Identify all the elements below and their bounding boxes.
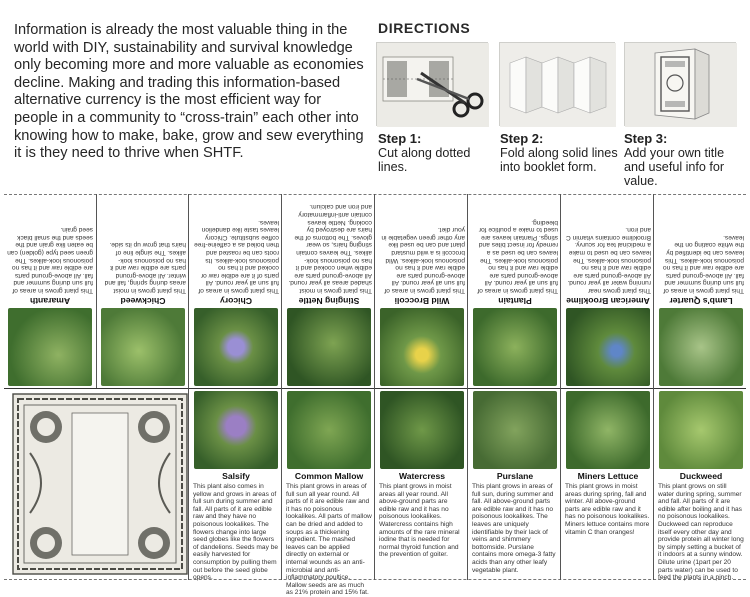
plant-description: This plant grows near running water all year round. All above-ground parts are edible raw and it has no poisonous look-alikes. The leaves can be used to make a medicinal tea for scurvy. Brooklime contains vitamin C and iron. xyxy=(565,226,651,294)
plant-name: Miners Lettuce xyxy=(577,471,639,481)
plant-photo xyxy=(473,308,557,386)
step-3-instruction: Add your own title and useful info for value. xyxy=(624,146,725,188)
plant-photo xyxy=(8,308,92,386)
fold-line-middle xyxy=(4,388,746,389)
plant-description: This plant grows in areas of full sun all year round. All parts of it are edible raw or cooked and it has no poisonous look-alikes. Its roots can be roasted and then boiled as a caffeine-free coffee substitute. Chicory leaves taste like dandelion leaves. xyxy=(194,218,279,294)
plant-photo xyxy=(101,308,185,386)
plant-card-miners-lettuce xyxy=(562,391,654,577)
directions-heading: DIRECTIONS xyxy=(378,20,471,36)
step-1-text xyxy=(378,132,498,174)
step-3-text xyxy=(624,132,744,188)
plant-name: Chicory xyxy=(220,296,252,306)
plant-name: Wild Broccoli xyxy=(394,296,450,306)
plant-name: Plantain xyxy=(498,296,532,306)
step-2-instruction: Fold along solid lines into booklet form. xyxy=(500,146,618,174)
plant-card-amaranth xyxy=(4,196,96,386)
plant-description: This plant grows in areas of full sun all year round. All above-ground parts are edible raw and it has no poisonous look-alikes. The leaves can be used as a remedy for insect bites and stings. Plantain leaves are used to make a poultice for bleeding. xyxy=(477,218,558,294)
plant-name: Stinging Nettle xyxy=(298,296,360,306)
plant-card-wild-broccoli xyxy=(376,196,468,386)
plant-description: This plant grows in moist areas during spring, fall and winter. All above-ground parts are edible raw and it has no poisonous look-alikes. The single line of hairs that grow up its side. xyxy=(104,241,186,294)
currency-bill-artwork xyxy=(12,393,188,575)
plant-name: Lamb's Quarter xyxy=(669,296,733,306)
plant-photo xyxy=(566,308,650,386)
plant-card-lambs-quarter xyxy=(655,196,747,386)
step-1-label: Step 1: xyxy=(378,131,422,146)
plant-description: This plant grows in areas of full sun, during summer and fall. All above-ground parts are edible raw and it has no poisonous lookalikes. The leaves are uniquely identifiable by their lack of veins and shimmery bottomside. Purslane contains more omega-3 fatty acids than any other leafy vegetable plant. xyxy=(472,483,556,574)
plant-photo xyxy=(473,391,557,469)
plant-description: This plant grows in areas of full sun all year round. All above-ground parts are edible raw and it has no poisonous look-alikes. Wild broccoli is a wild mustard plant and can be used like any other green vegetable in your diet. xyxy=(381,226,465,294)
step-2-image xyxy=(499,42,615,126)
plant-photo xyxy=(380,391,464,469)
plant-card-stinging-nettle xyxy=(283,196,375,386)
plant-photo xyxy=(287,308,371,386)
plant-name: Duckweed xyxy=(679,471,723,481)
plant-description: This plant grows in areas of full sun during summer and fall. All above-ground parts are edible raw and it has no poisonous look-alikes. The green seed type (golden) can be eaten like grain and the seeds and the small black seed grain. xyxy=(7,226,93,294)
plant-name: Amaranth xyxy=(29,296,71,306)
step-2-text xyxy=(500,132,620,174)
plant-card-plantain xyxy=(469,196,561,386)
plant-name: Purslane xyxy=(496,471,534,481)
plant-photo xyxy=(287,391,371,469)
plant-card-chicory xyxy=(190,196,282,386)
plant-card-american-brooklime xyxy=(562,196,654,386)
plant-card-common-mallow xyxy=(283,391,375,597)
plant-description: This plant also comes in yellow and grows in areas of full sun during summer and fall. All parts of it are edible raw and they have no poisonous lookalikes. The flowers change into large seed globes like the flowers of dandelions. Seeds may be easily harvested for consumption by pulling them out before the seed globe opens. xyxy=(193,483,279,582)
plant-description: This plant grows in moist areas all year round. All above-ground parts are edible raw and it has no poisonous lookalikes. Watercress contains high amounts of the rare mineral iodine that is needed for normal thyroid function and the prevention of goiter. xyxy=(379,483,460,559)
booklet-grid xyxy=(4,194,746,597)
plant-name: Watercress xyxy=(398,471,446,481)
plant-name: Chickweed xyxy=(120,296,166,306)
plant-photo xyxy=(194,391,278,469)
step-2-label: Step 2: xyxy=(500,131,544,146)
step-1-image xyxy=(376,42,488,126)
plant-photo xyxy=(566,391,650,469)
plant-name: Common Mallow xyxy=(294,471,364,481)
plant-description: This plant grows in moist shaded areas all year round. All above-ground parts are edible when cooked and it has no poisonous look-alikes. The leaves contain stinging hairs, so wear gloves. The bottoms of the hairs are destroyed by cooking. Nettle leaves contain anti-inflammatory and iron and calcium. xyxy=(288,203,372,294)
plant-description: This plant grows in areas of full sun during summer and fall. All above-ground parts are edible raw and it has no poisonous look-alikes. This leaves can be identified by the white coating on the leaves. xyxy=(662,233,744,294)
cut-line-bottom xyxy=(4,579,746,580)
cut-line-top xyxy=(4,194,746,195)
plant-card-duckweed xyxy=(655,391,747,582)
plant-photo xyxy=(659,391,743,469)
plant-photo xyxy=(194,308,278,386)
plant-card-purslane xyxy=(469,391,561,577)
plant-name: Salsify xyxy=(222,471,250,481)
plant-photo xyxy=(380,308,464,386)
plant-description: This plant grows on still water during spring, summer and fall. All parts of it are edible after boiling and it has no poisonous lookalikes. Duckweed can reproduce itself every other day and provide protein all winter long by simply setting a bucket of it indoors at a sunny window. Dilute urine (1part per 20 parts water) can be used to feed the plants in a pinch. xyxy=(658,483,744,582)
plant-name: American Brooklime xyxy=(566,296,650,306)
plant-card-salsify xyxy=(190,391,282,582)
step-1-instruction: Cut along dotted lines. xyxy=(378,146,471,174)
plant-description: This plant grows in moist areas during spring, fall and winter. All above-ground parts are edible raw and it has no poisonous lookalikes. Miners lettuce contains more vitamin C than oranges! xyxy=(565,483,650,536)
plant-card-chickweed xyxy=(97,196,189,386)
step-3-image xyxy=(624,42,736,126)
step-3-label: Step 3: xyxy=(624,131,668,146)
intro-paragraph: Information is already the most valuable thing in the world with DIY, sustainability and survival knowledge only becoming more and more valuable as economies decline. Making and trading this information-based alternative currency is the most efficient way for people in a community to “cross-train” each other into knowing how to make, bake, grow and sew everything it is they need to thrive when SHTF. xyxy=(14,22,364,162)
plant-photo xyxy=(659,308,743,386)
plant-description: This plant grows in areas of full sun all year round. All parts of it are edible raw and it has no poisonous lookalikes. All parts of mallow can be dried and added to soups as a thickening ingredient. The mashed leaves can be applied directly on external or internal wounds as an anti-microbial and anti-inflammatory poultice. Mallow seeds are as much as 21% protein and 15% fat. xyxy=(286,483,372,597)
plant-card-watercress xyxy=(376,391,468,577)
